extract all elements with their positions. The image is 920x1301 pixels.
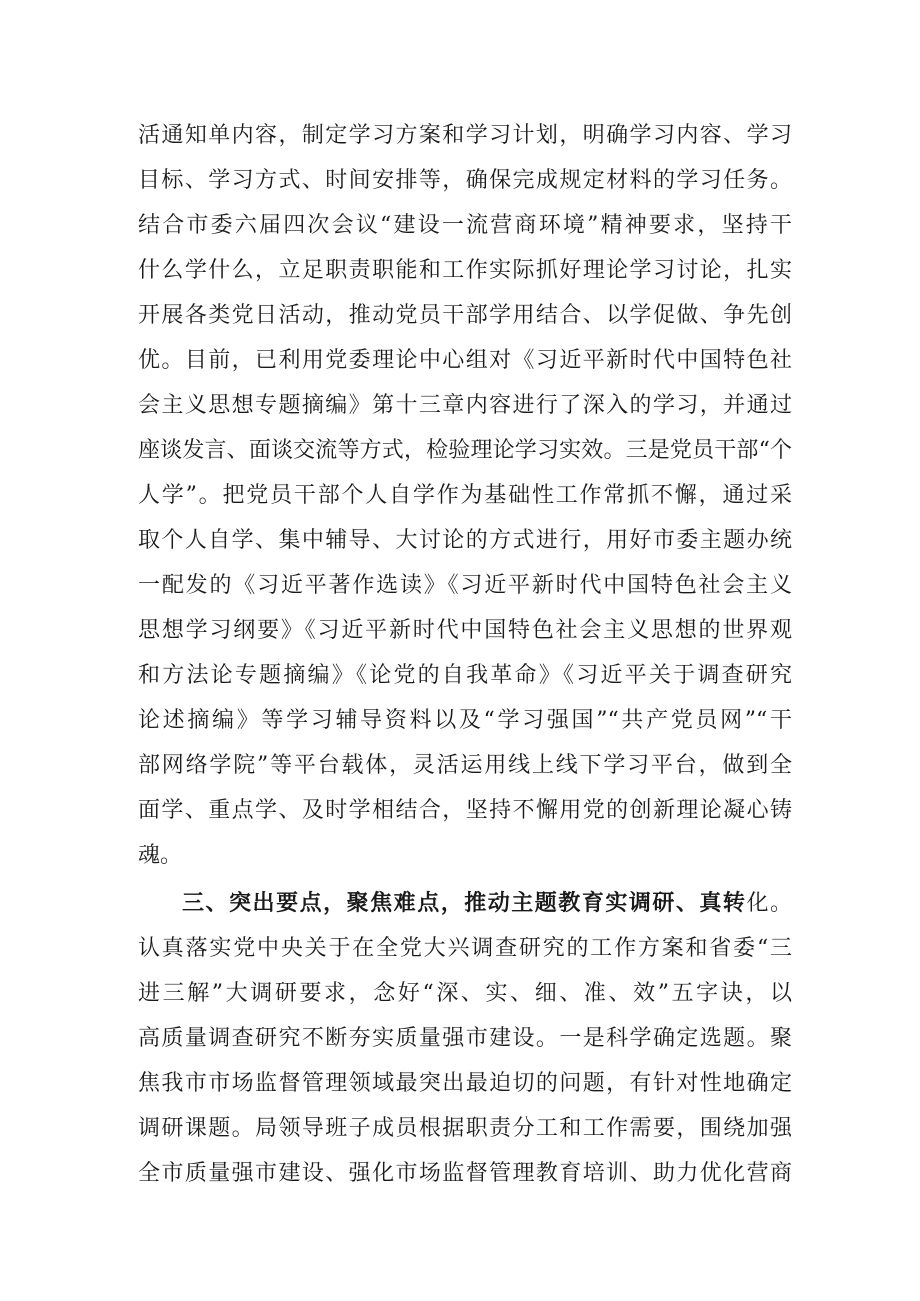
section-heading-tail: 化。 <box>746 891 792 916</box>
text-line: 面学、重点学、及时学相结合，坚持不懈用党的创新理论凝心铸 <box>138 798 792 823</box>
text-line: 调研课题。局领导班子成员根据职责分工和工作需要，围绕加强 <box>138 1116 792 1141</box>
text-line: 魂。 <box>138 843 183 868</box>
text-line: 优。目前，已利用党委理论中心组对《习近平新时代中国特色社 <box>138 348 792 373</box>
text-line: 思想学习纲要》《习近平新时代中国特色社会主义思想的世界观 <box>138 618 792 643</box>
text-line: 和方法论专题摘编》《论党的自我革命》《习近平关于调查研究 <box>138 663 792 688</box>
text-line: 开展各类党日活动，推动党员干部学用结合、以学促做、争先创 <box>138 303 792 328</box>
text-line: 人学”。把党员干部个人自学作为基础性工作常抓不懈，通过采 <box>138 483 792 508</box>
text-line: 焦我市市场监督管理领域最突出最迫切的问题，有针对性地确定 <box>138 1071 792 1096</box>
body-text <box>138 113 792 1196</box>
text-line: 认真落实党中央关于在全党大兴调查研究的工作方案和省委“三 <box>138 936 792 961</box>
text-line: 结合市委六届四次会议“建设一流营商环境”精神要求，坚持干 <box>138 213 792 238</box>
text-line: 目标、学习方式、时间安排等，确保完成规定材料的学习任务。 <box>138 168 792 193</box>
text-line: 取个人自学、集中辅导、大讨论的方式进行，用好市委主题办统 <box>138 528 792 553</box>
text-line: 会主义思想专题摘编》第十三章内容进行了深入的学习，并通过 <box>138 393 792 418</box>
text-line: 活通知单内容，制定学习方案和学习计划，明确学习内容、学习 <box>138 123 792 148</box>
text-line: 高质量调查研究不断夯实质量强市建设。一是科学确定选题。聚 <box>138 1026 792 1051</box>
text-line: 部网络学院”等平台载体，灵活运用线上线下学习平台，做到全 <box>138 753 792 778</box>
text-line: 座谈发言、面谈交流等方式，检验理论学习实效。三是党员干部“个 <box>138 438 792 463</box>
text-line: 一配发的《习近平著作选读》《习近平新时代中国特色社会主义 <box>138 573 792 598</box>
section-heading-bold: 三、突出要点，聚焦难点，推动主题教育实调研、真转 <box>182 891 747 916</box>
text-line: 论述摘编》等学习辅导资料以及“学习强国”“共产党员网”“干 <box>138 708 792 733</box>
text-line: 进三解”大调研要求，念好“深、实、细、准、效”五字诀，以 <box>138 981 792 1006</box>
section-heading <box>138 881 792 926</box>
text-line: 全市质量强市建设、强化市场监督管理教育培训、助力优化营商 <box>138 1161 792 1186</box>
text-line: 什么学什么，立足职责职能和工作实际抓好理论学习讨论，扎实 <box>138 258 792 283</box>
